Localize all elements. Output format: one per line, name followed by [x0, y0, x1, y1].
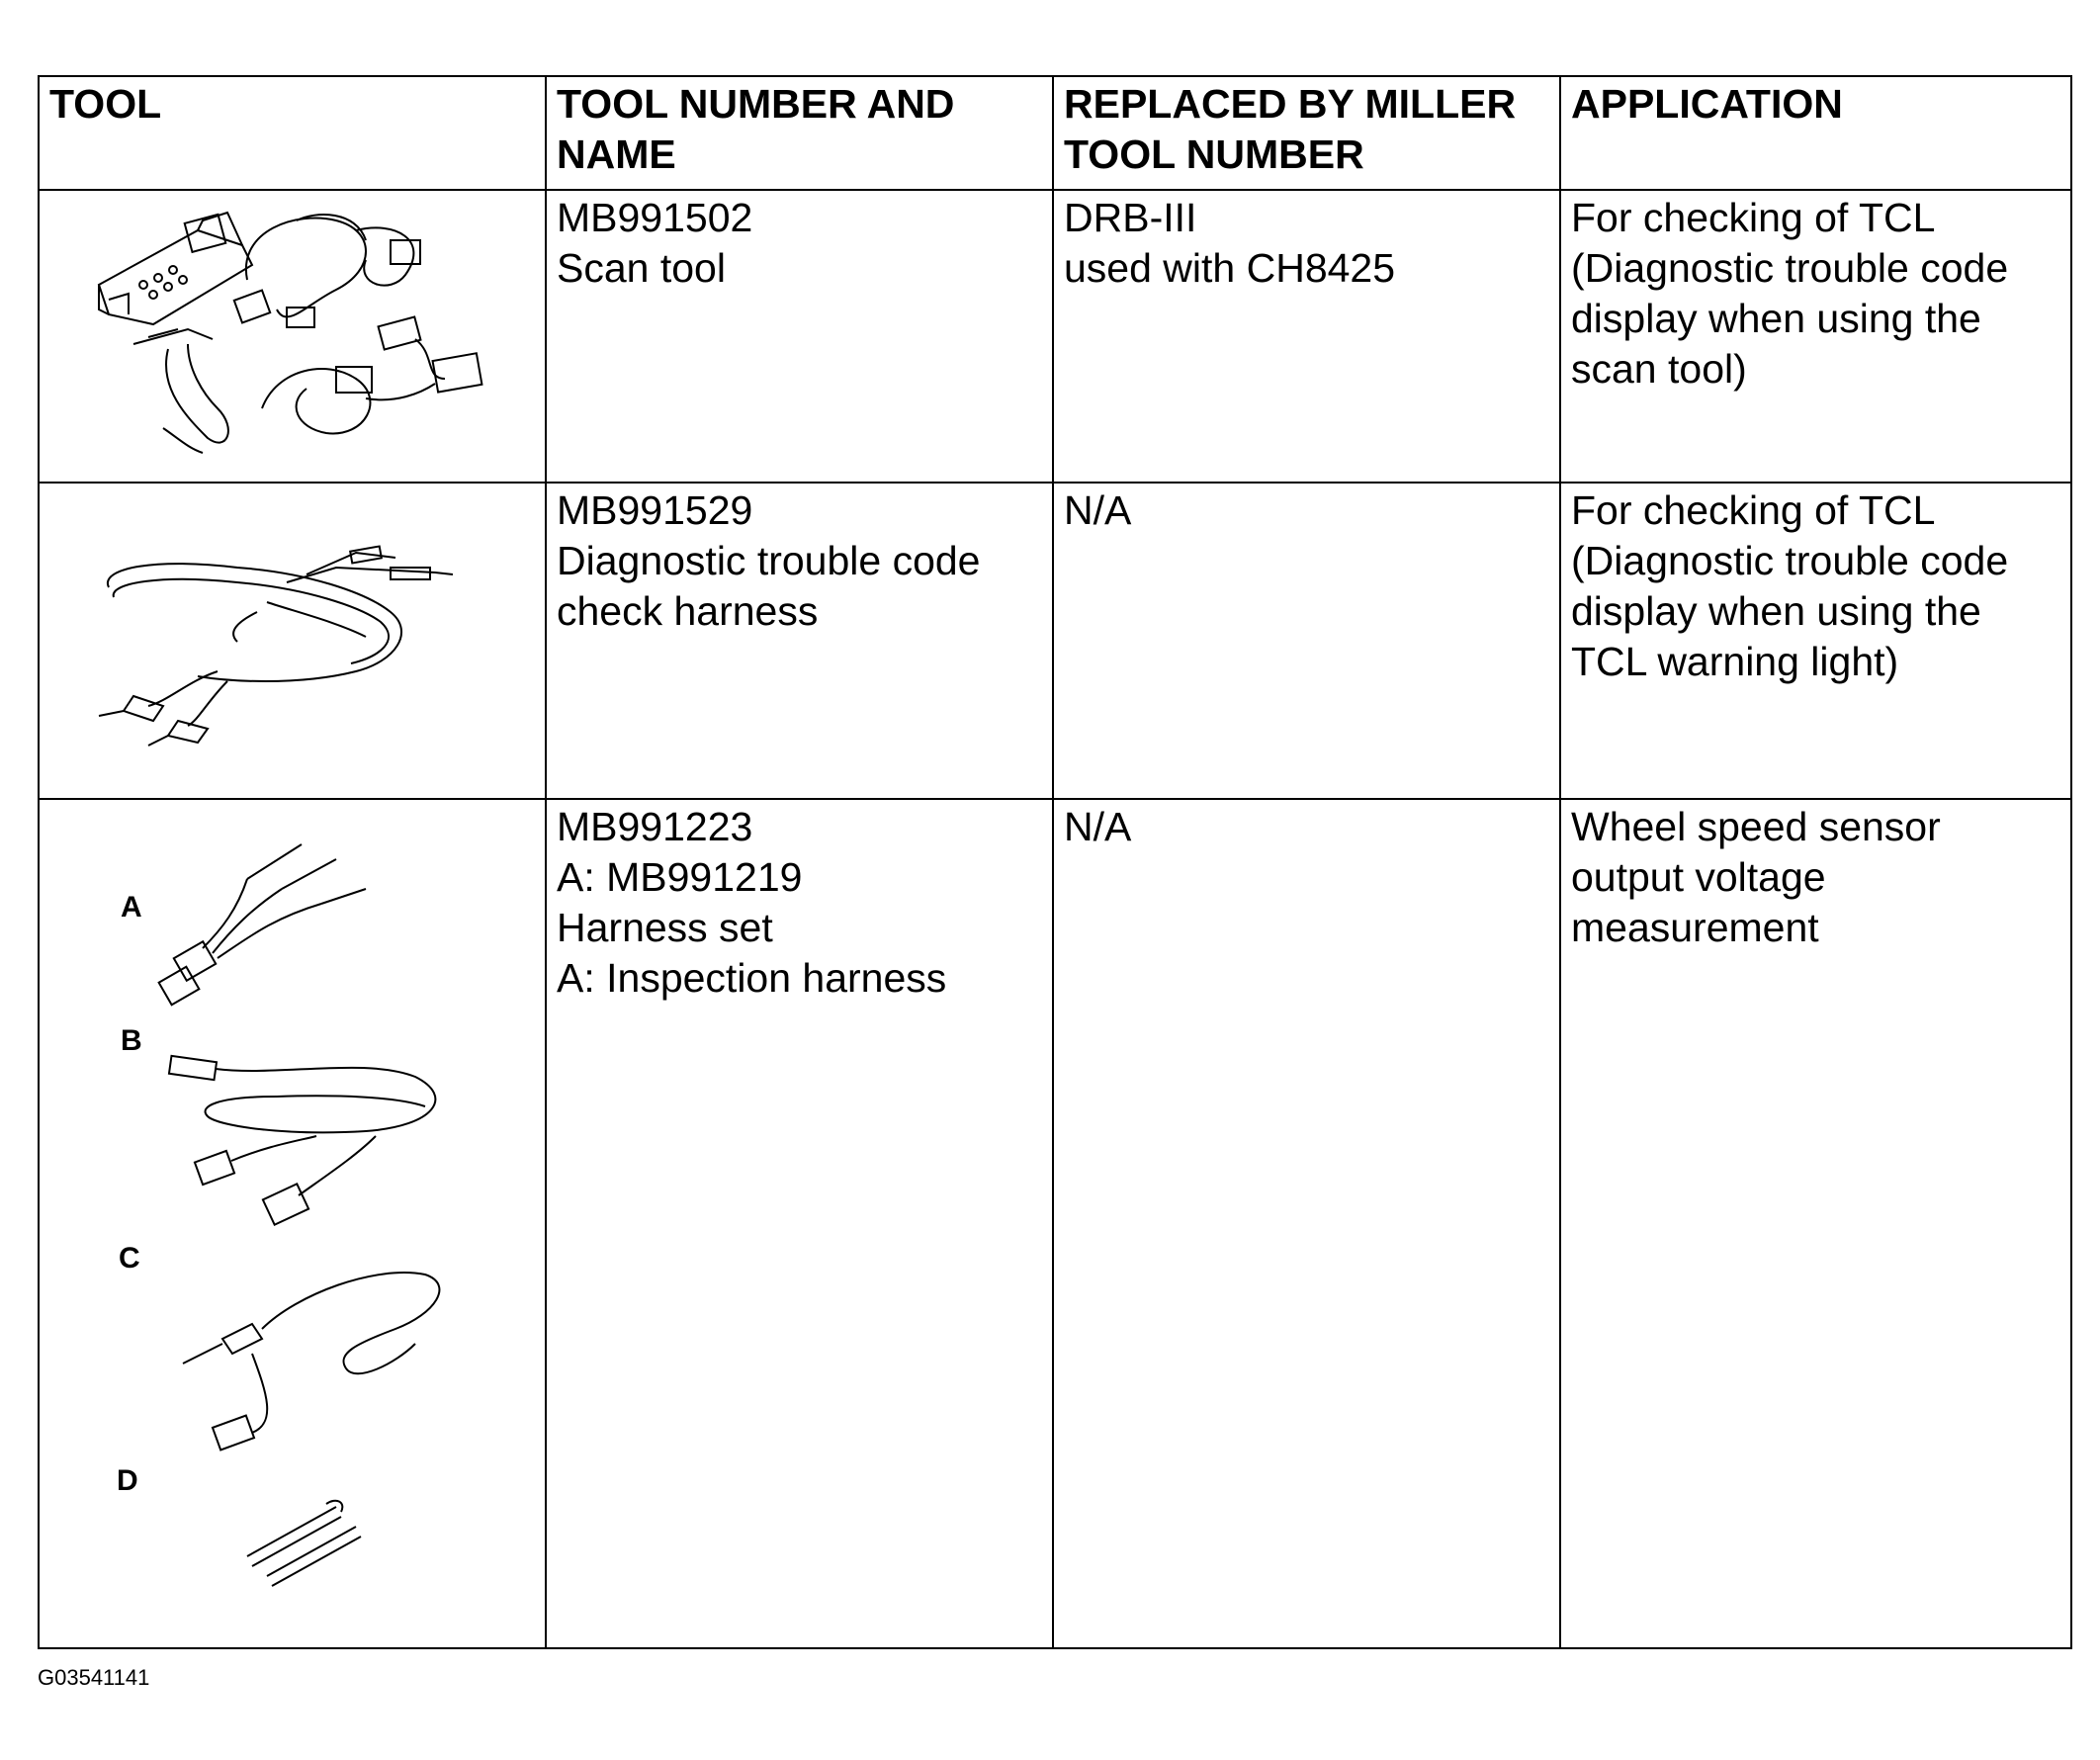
harness-set-icon [40, 800, 544, 1645]
tool-number-cell: MB991502 Scan tool [546, 190, 1053, 483]
special-tools-table [38, 75, 2072, 1649]
miller-cell: N/A [1053, 799, 1560, 1648]
scan-tool-icon [40, 191, 544, 480]
label-c: C [119, 1242, 140, 1275]
table-row [39, 483, 2071, 799]
label-d: D [117, 1464, 138, 1497]
header-miller: REPLACED BY MILLER TOOL NUMBER [1053, 76, 1560, 190]
header-application: APPLICATION [1560, 76, 2071, 190]
table-row [39, 799, 2071, 1648]
label-b: B [121, 1024, 142, 1057]
check-harness-illustration [39, 483, 546, 799]
application-cell: For checking of TCL (Diagnostic trouble code display when using the TCL warning light) [1560, 483, 2071, 799]
scan-tool-illustration [39, 190, 546, 483]
harness-icon [40, 484, 544, 796]
miller-cell: N/A [1053, 483, 1560, 799]
tool-number-cell: MB991529 Diagnostic trouble code check harness [546, 483, 1053, 799]
table-row [39, 190, 2071, 483]
application-cell: Wheel speed sensor output voltage measurement [1560, 799, 2071, 1648]
figure-id: G03541141 [38, 1665, 150, 1690]
label-a: A [121, 891, 142, 924]
header-tool: TOOL [39, 76, 546, 190]
tool-number-cell: MB991223 A: MB991219 Harness set A: Inspection harness [546, 799, 1053, 1648]
miller-cell: DRB-III used with CH8425 [1053, 190, 1560, 483]
header-tool-number: TOOL NUMBER AND NAME [546, 76, 1053, 190]
application-cell: For checking of TCL (Diagnostic trouble code display when using the scan tool) [1560, 190, 2071, 483]
harness-set-illustration [39, 799, 546, 1648]
table-header-row [39, 76, 2071, 190]
